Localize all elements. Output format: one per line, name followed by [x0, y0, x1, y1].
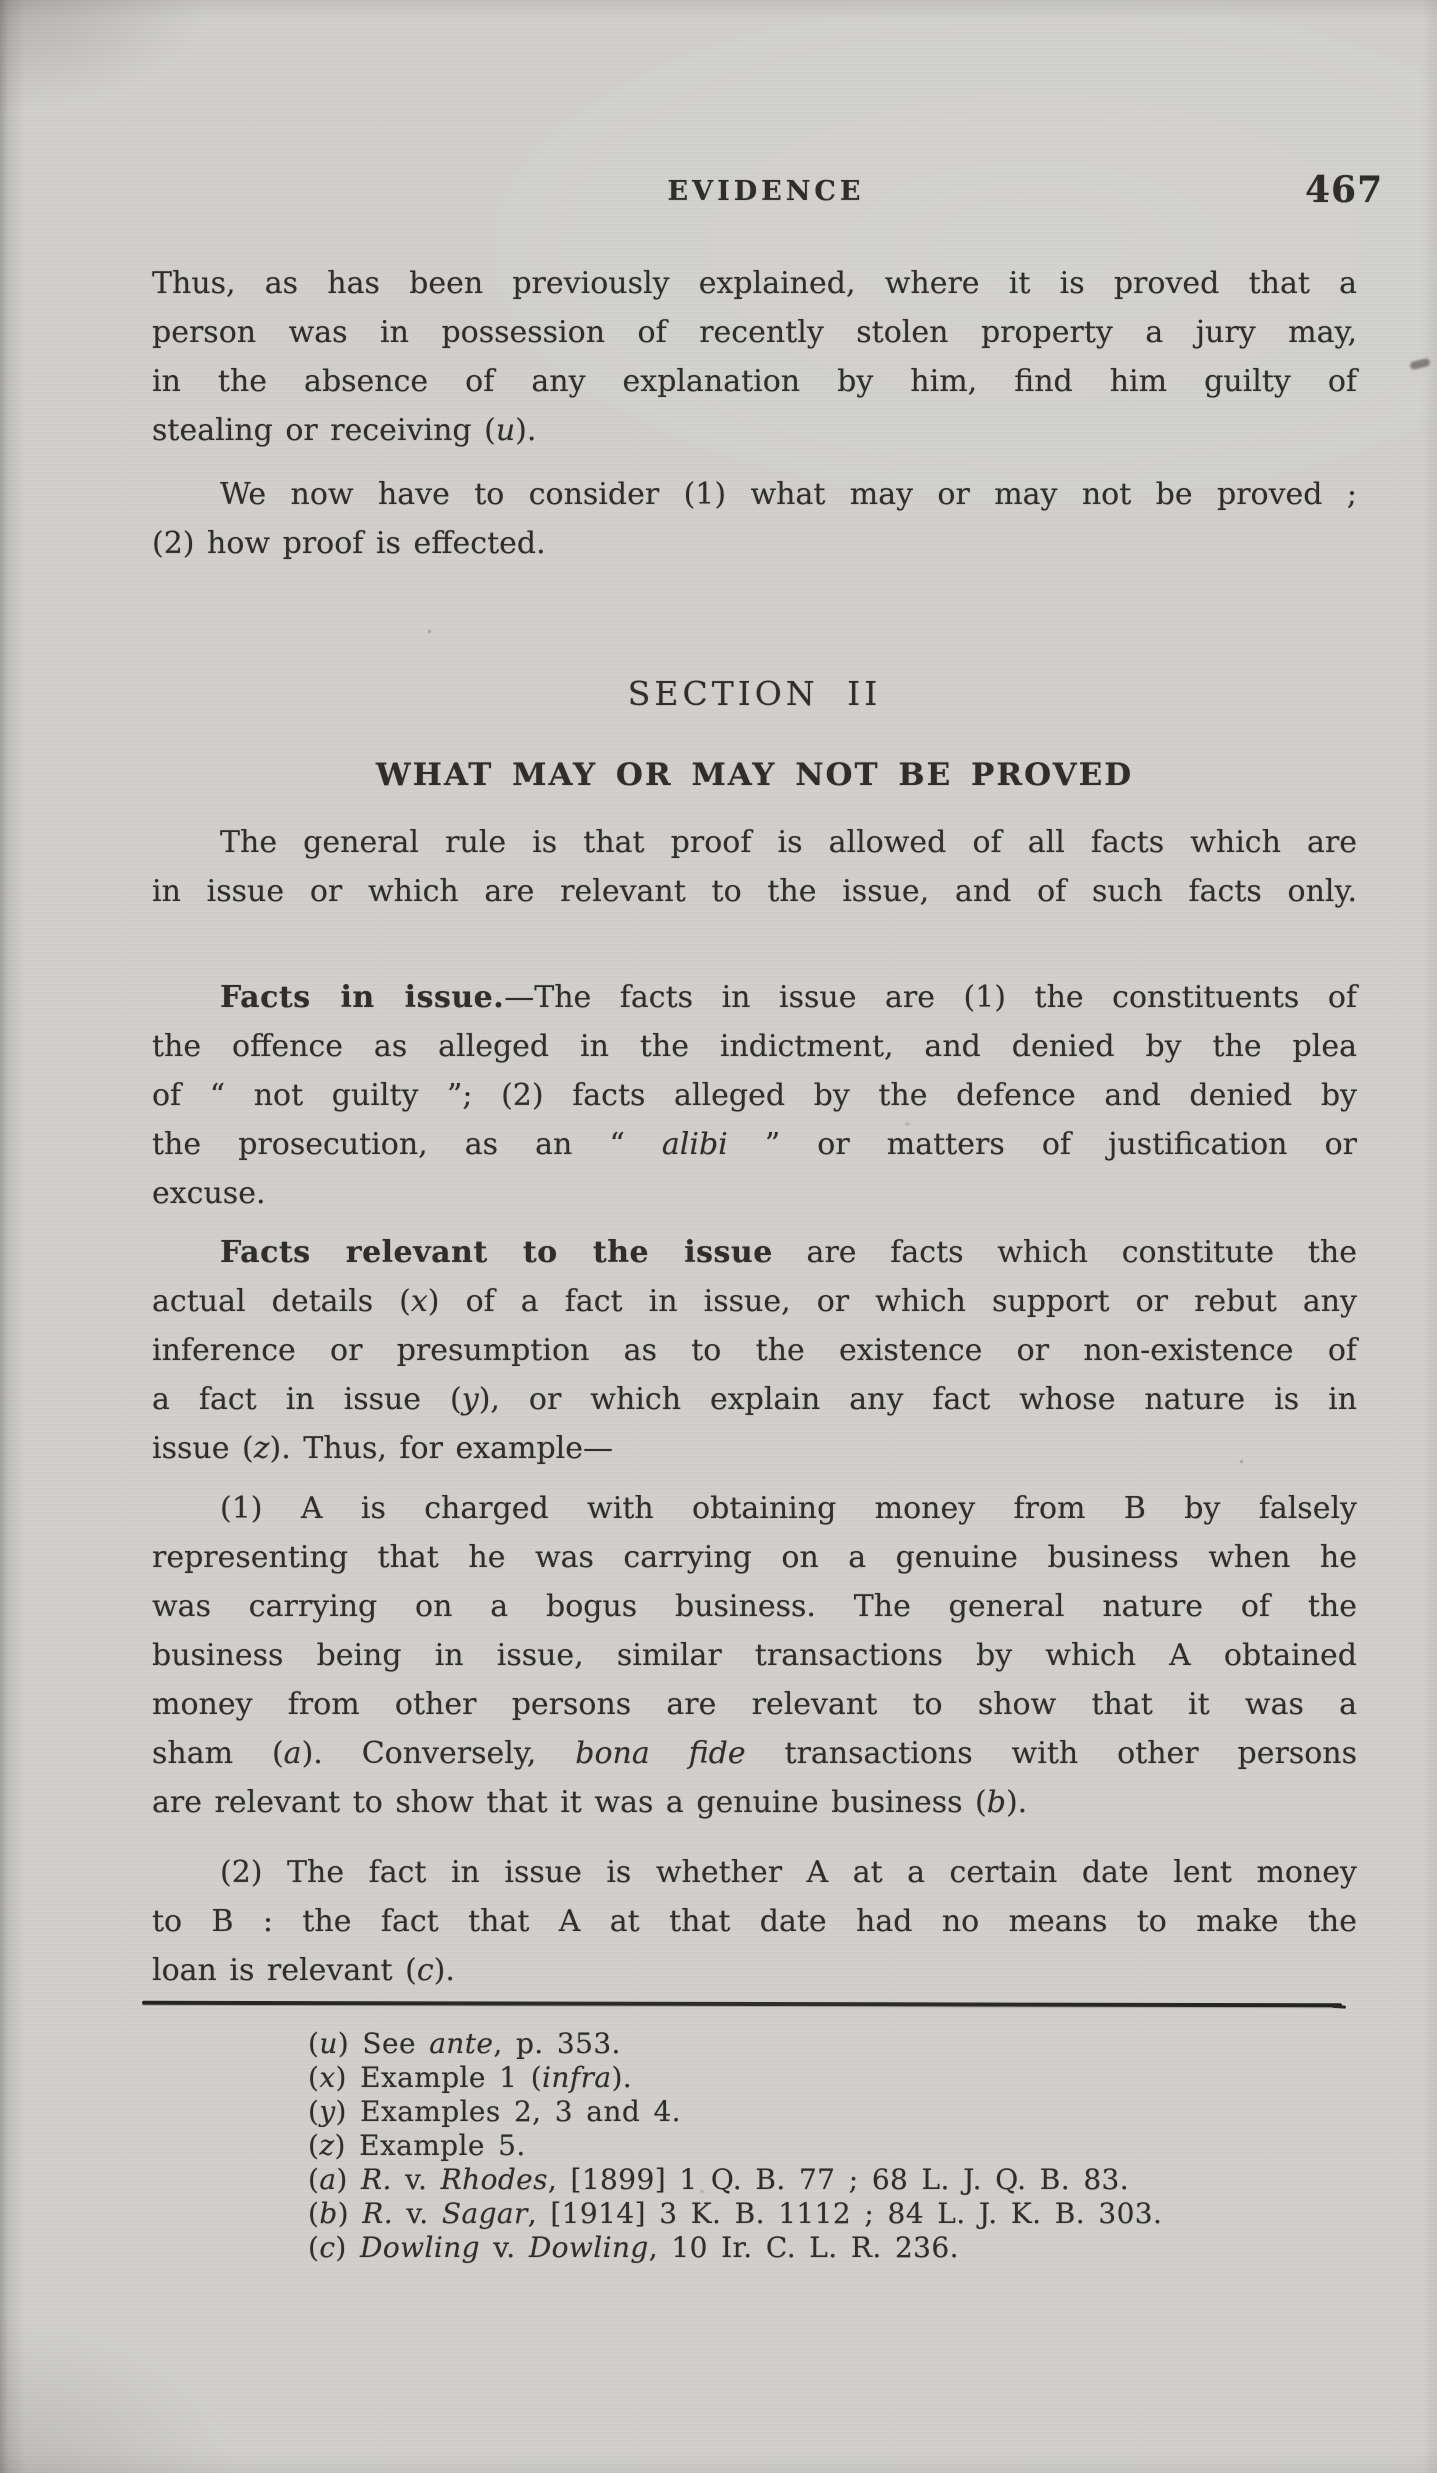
paper-speck	[1240, 1460, 1243, 1463]
text-line: excuse.	[152, 1176, 266, 1211]
text-line: in the absence of any explanation by him, find him guilty of	[152, 364, 1357, 399]
running-title: EVIDENCE	[667, 176, 865, 207]
text-line: sham (a). Conversely, bona fide transactions with other persons	[152, 1736, 1358, 1771]
text-line: in issue or which are relevant to the issue, and of such facts only.	[152, 874, 1357, 909]
footnote-line: (y) Examples 2, 3 and 4.	[308, 2095, 681, 2128]
text-line: The general rule is that proof is allowed of all facts which are	[220, 825, 1357, 860]
footnote-line: (c) Dowling v. Dowling, 10 Ir. C. L. R. 236.	[308, 2231, 959, 2264]
text-line: Facts relevant to the issue are facts which constitute the	[220, 1235, 1357, 1270]
text-line: issue (z). Thus, for example—	[152, 1431, 614, 1466]
footnote-line: (x) Example 1 (infra).	[308, 2061, 633, 2094]
text-line: actual details (x) of a fact in issue, or which support or rebut any	[152, 1284, 1357, 1319]
section-label: SECTION II	[627, 674, 882, 713]
paper-speck	[428, 630, 431, 633]
footnote-rule	[142, 2001, 1342, 2008]
text-line: (2) how proof is effected.	[152, 526, 546, 561]
paragraph-facts-relevant	[152, 1228, 1357, 1473]
text-line: was carrying on a bogus business. The general nature of the	[152, 1589, 1357, 1624]
text-line: are relevant to show that it was a genuine business (b).	[152, 1785, 1028, 1820]
text-line: inference or presumption as to the existence or non-existence of	[152, 1333, 1357, 1368]
footnote-line: (u) See ante, p. 353.	[308, 2027, 621, 2060]
text-line: (1) A is charged with obtaining money from B by falsely	[220, 1491, 1357, 1526]
section-heading: WHAT MAY OR MAY NOT BE PROVED	[375, 757, 1134, 793]
text-line: money from other persons are relevant to show that it was a	[152, 1687, 1357, 1722]
text-line: Facts in issue.—The facts in issue are (1) the constituents of	[220, 980, 1357, 1015]
text-line: to B : the fact that A at that date had no means to make the	[152, 1904, 1357, 1939]
paragraph-facts-in-issue	[152, 973, 1357, 1218]
paper-speck	[700, 2190, 704, 2193]
text-line: of “ not guilty ”; (2) facts alleged by the defence and denied by	[152, 1078, 1357, 1113]
text-line: person was in possession of recently stolen property a jury may,	[152, 315, 1357, 350]
footnote-line: (b) R. v. Sagar, [1914] 3 K. B. 1112 ; 84 L. J. K. B. 303.	[308, 2197, 1163, 2230]
text-line: Thus, as has been previously explained, where it is proved that a	[152, 266, 1357, 301]
text-line: the prosecution, as an “ alibi ” or matters of justification or	[152, 1127, 1357, 1162]
text-line: representing that he was carrying on a genuine business when he	[152, 1540, 1357, 1575]
text-line: the offence as alleged in the indictment, and denied by the plea	[152, 1029, 1357, 1064]
text-line: stealing or receiving (u).	[152, 413, 537, 448]
page-number: 467	[1305, 169, 1384, 211]
paragraph-general-rule	[152, 818, 1357, 916]
text-line: We now have to consider (1) what may or may not be proved ;	[220, 477, 1357, 512]
text-line: business being in issue, similar transactions by which A obtained	[152, 1638, 1357, 1673]
paragraph-example-1	[152, 1484, 1357, 1827]
paper-speck	[905, 1122, 910, 1126]
footnotes-block	[308, 2027, 1348, 2265]
text-line: (2) The fact in issue is whether A at a certain date lent money	[220, 1855, 1357, 1890]
text-line: loan is relevant (c).	[152, 1953, 455, 1988]
footnote-line: (z) Example 5.	[308, 2129, 526, 2162]
text-line: a fact in issue (y), or which explain any fact whose nature is in	[152, 1382, 1357, 1417]
paragraph-we-now-consider	[152, 470, 1357, 568]
footnote-line: (a) R. v. Rhodes, [1899] 1 Q. B. 77 ; 68 L. J. Q. B. 83.	[308, 2163, 1130, 2196]
scan-smudge	[1409, 358, 1430, 371]
paragraph-example-2	[152, 1848, 1357, 1995]
paragraph-stolen-property	[152, 259, 1357, 455]
